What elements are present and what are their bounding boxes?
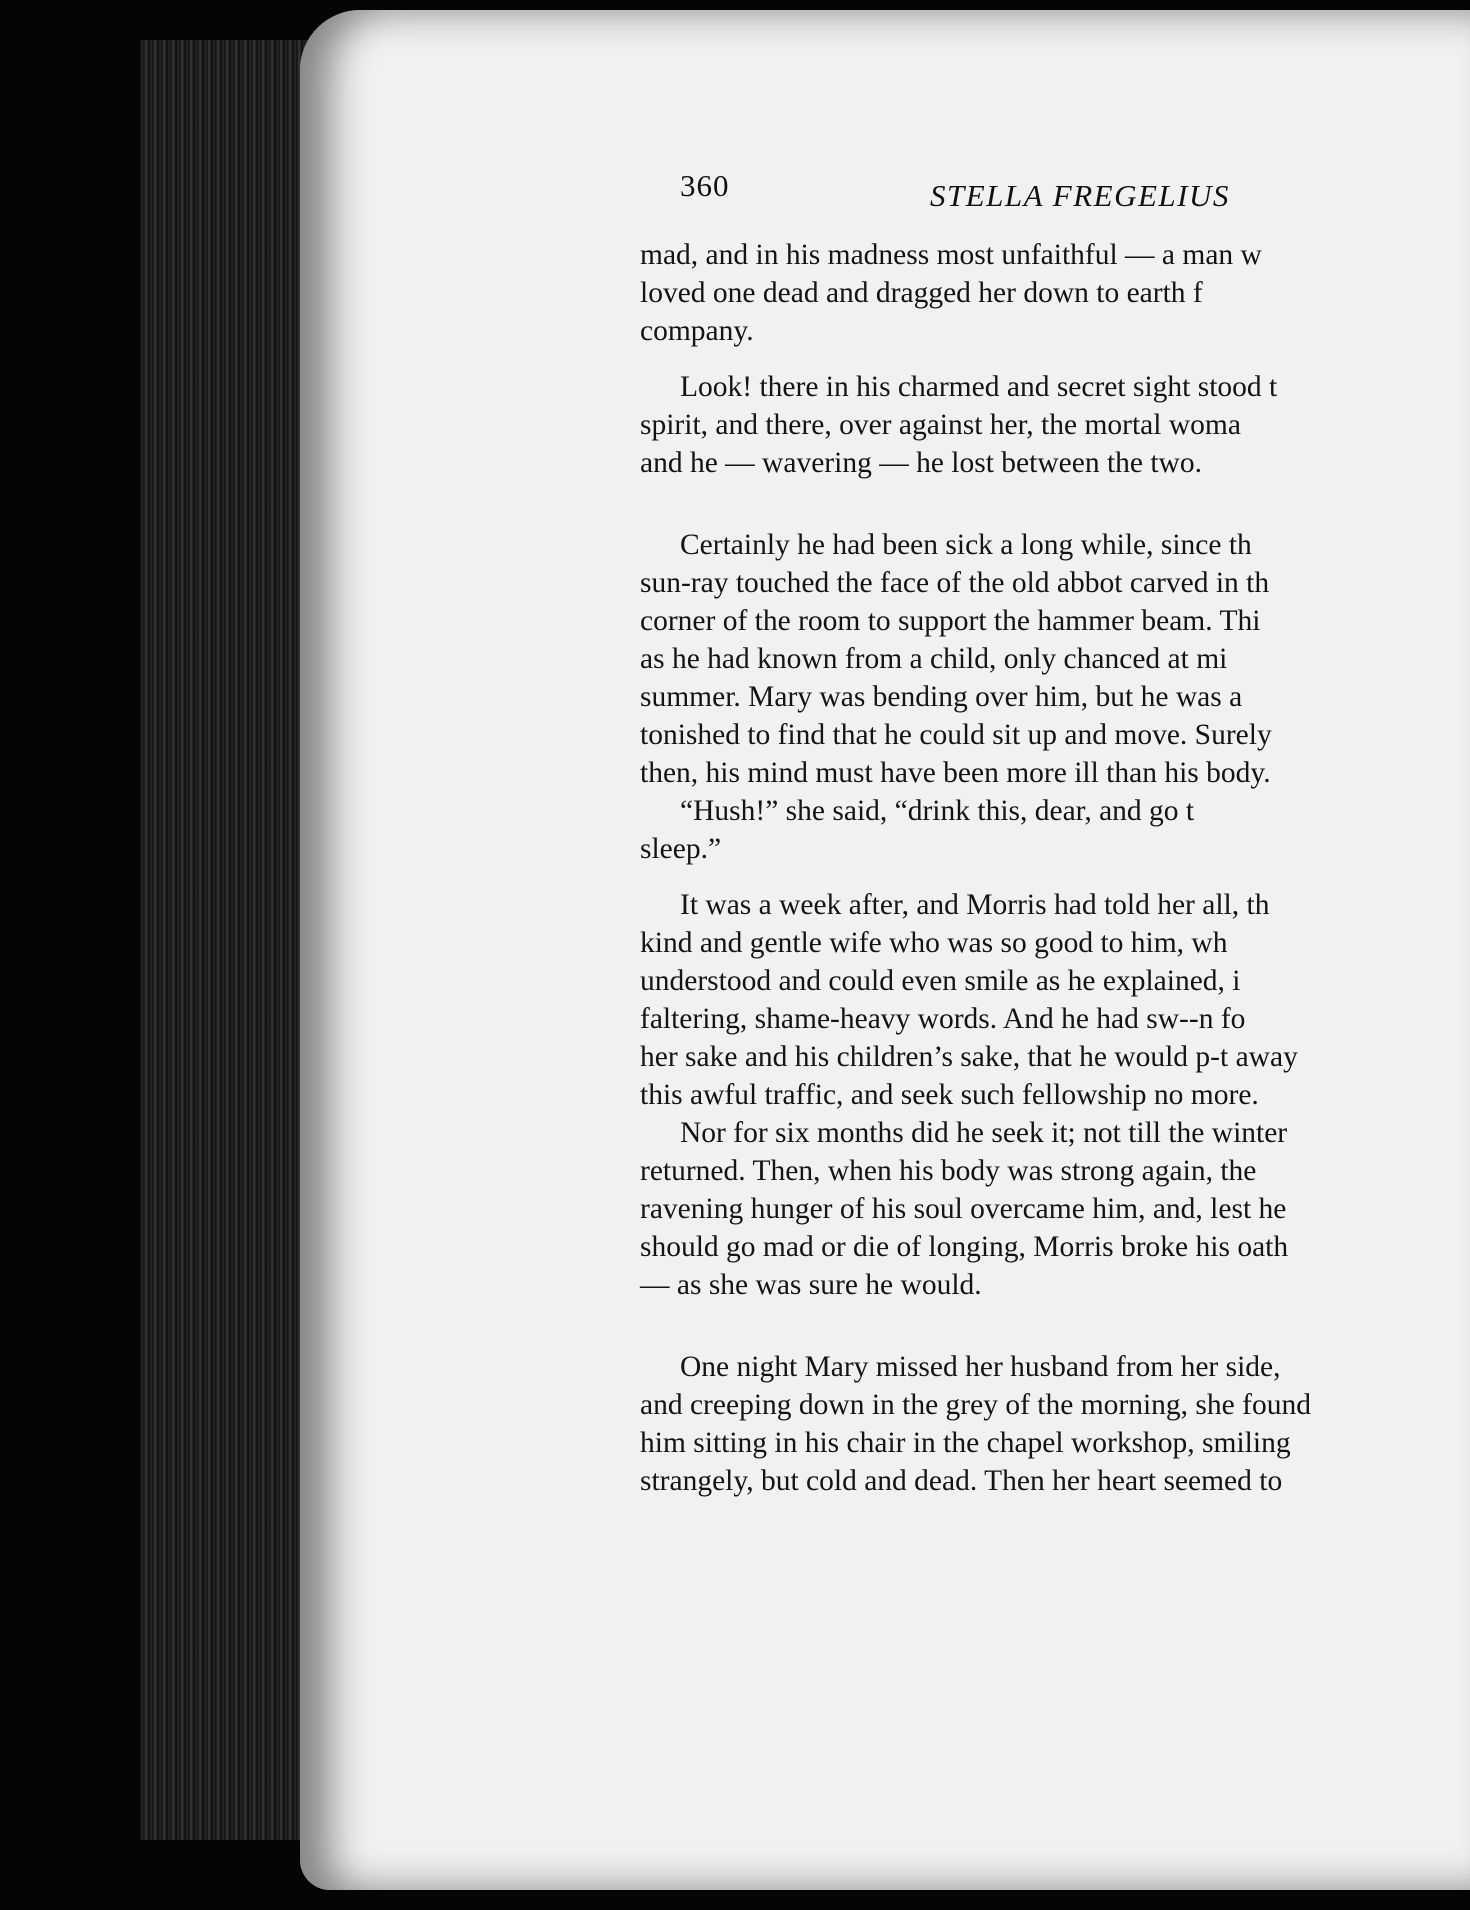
text-line: understood and could even smile as he explained, i	[640, 965, 1241, 997]
text-line: this awful traffic, and seek such fellowship no more.	[640, 1079, 1259, 1111]
text-line: returned. Then, when his body was strong again, the	[640, 1155, 1257, 1187]
text-line: — as she was sure he would.	[640, 1269, 982, 1301]
page-body	[640, 236, 1470, 1500]
text-line: and creeping down in the grey of the morning, she found	[640, 1389, 1311, 1421]
text-line: summer. Mary was bending over him, but he was a	[640, 681, 1243, 713]
text-line: tonished to find that he could sit up and move. Surely	[640, 719, 1272, 751]
running-head	[680, 168, 1470, 218]
text-line: “Hush!” she said, “drink this, dear, and go t	[680, 795, 1195, 827]
text-line: faltering, shame-heavy words. And he had sw‑‑n fo	[640, 1003, 1246, 1035]
text-line: spirit, and there, over against her, the mortal woma	[640, 409, 1241, 441]
text-line: Nor for six months did he seek it; not till the winter	[680, 1117, 1288, 1149]
text-line: mad, and in his madness most unfaithful — a man w	[640, 239, 1262, 271]
text-line: Certainly he had been sick a long while, since th	[680, 529, 1252, 561]
text-line: as he had known from a child, only chanced at mi	[640, 643, 1228, 675]
text-line: her sake and his children’s sake, that he would p‑t away	[640, 1041, 1298, 1073]
text-line: and he — wavering — he lost between the two.	[640, 447, 1202, 479]
text-line: sleep.”	[640, 833, 722, 865]
running-title: STELLA FREGELIUS	[930, 178, 1230, 213]
text-line: then, his mind must have been more ill than his body.	[640, 757, 1271, 789]
text-line: should go mad or die of longing, Morris broke his oath	[640, 1231, 1289, 1263]
text-line: company.	[640, 315, 754, 347]
text-line: ravening hunger of his soul overcame him, and, lest he	[640, 1193, 1287, 1225]
page-number: 360	[680, 168, 730, 203]
text-line: It was a week after, and Morris had told her all, th	[680, 889, 1270, 921]
book-page-edges	[140, 40, 320, 1840]
text-line: kind and gentle wife who was so good to him, wh	[640, 927, 1228, 959]
text-line: corner of the room to support the hammer beam. Thi	[640, 605, 1261, 637]
text-line: sun-ray touched the face of the old abbot carved in th	[640, 567, 1270, 599]
text-line: One night Mary missed her husband from her side,	[680, 1351, 1281, 1383]
text-line: Look! there in his charmed and secret sight stood t	[680, 371, 1278, 403]
text-line: him sitting in his chair in the chapel workshop, smiling	[640, 1427, 1291, 1459]
text-line: loved one dead and dragged her down to earth f	[640, 277, 1203, 309]
text-line: strangely, but cold and dead. Then her heart seemed to	[640, 1465, 1283, 1497]
